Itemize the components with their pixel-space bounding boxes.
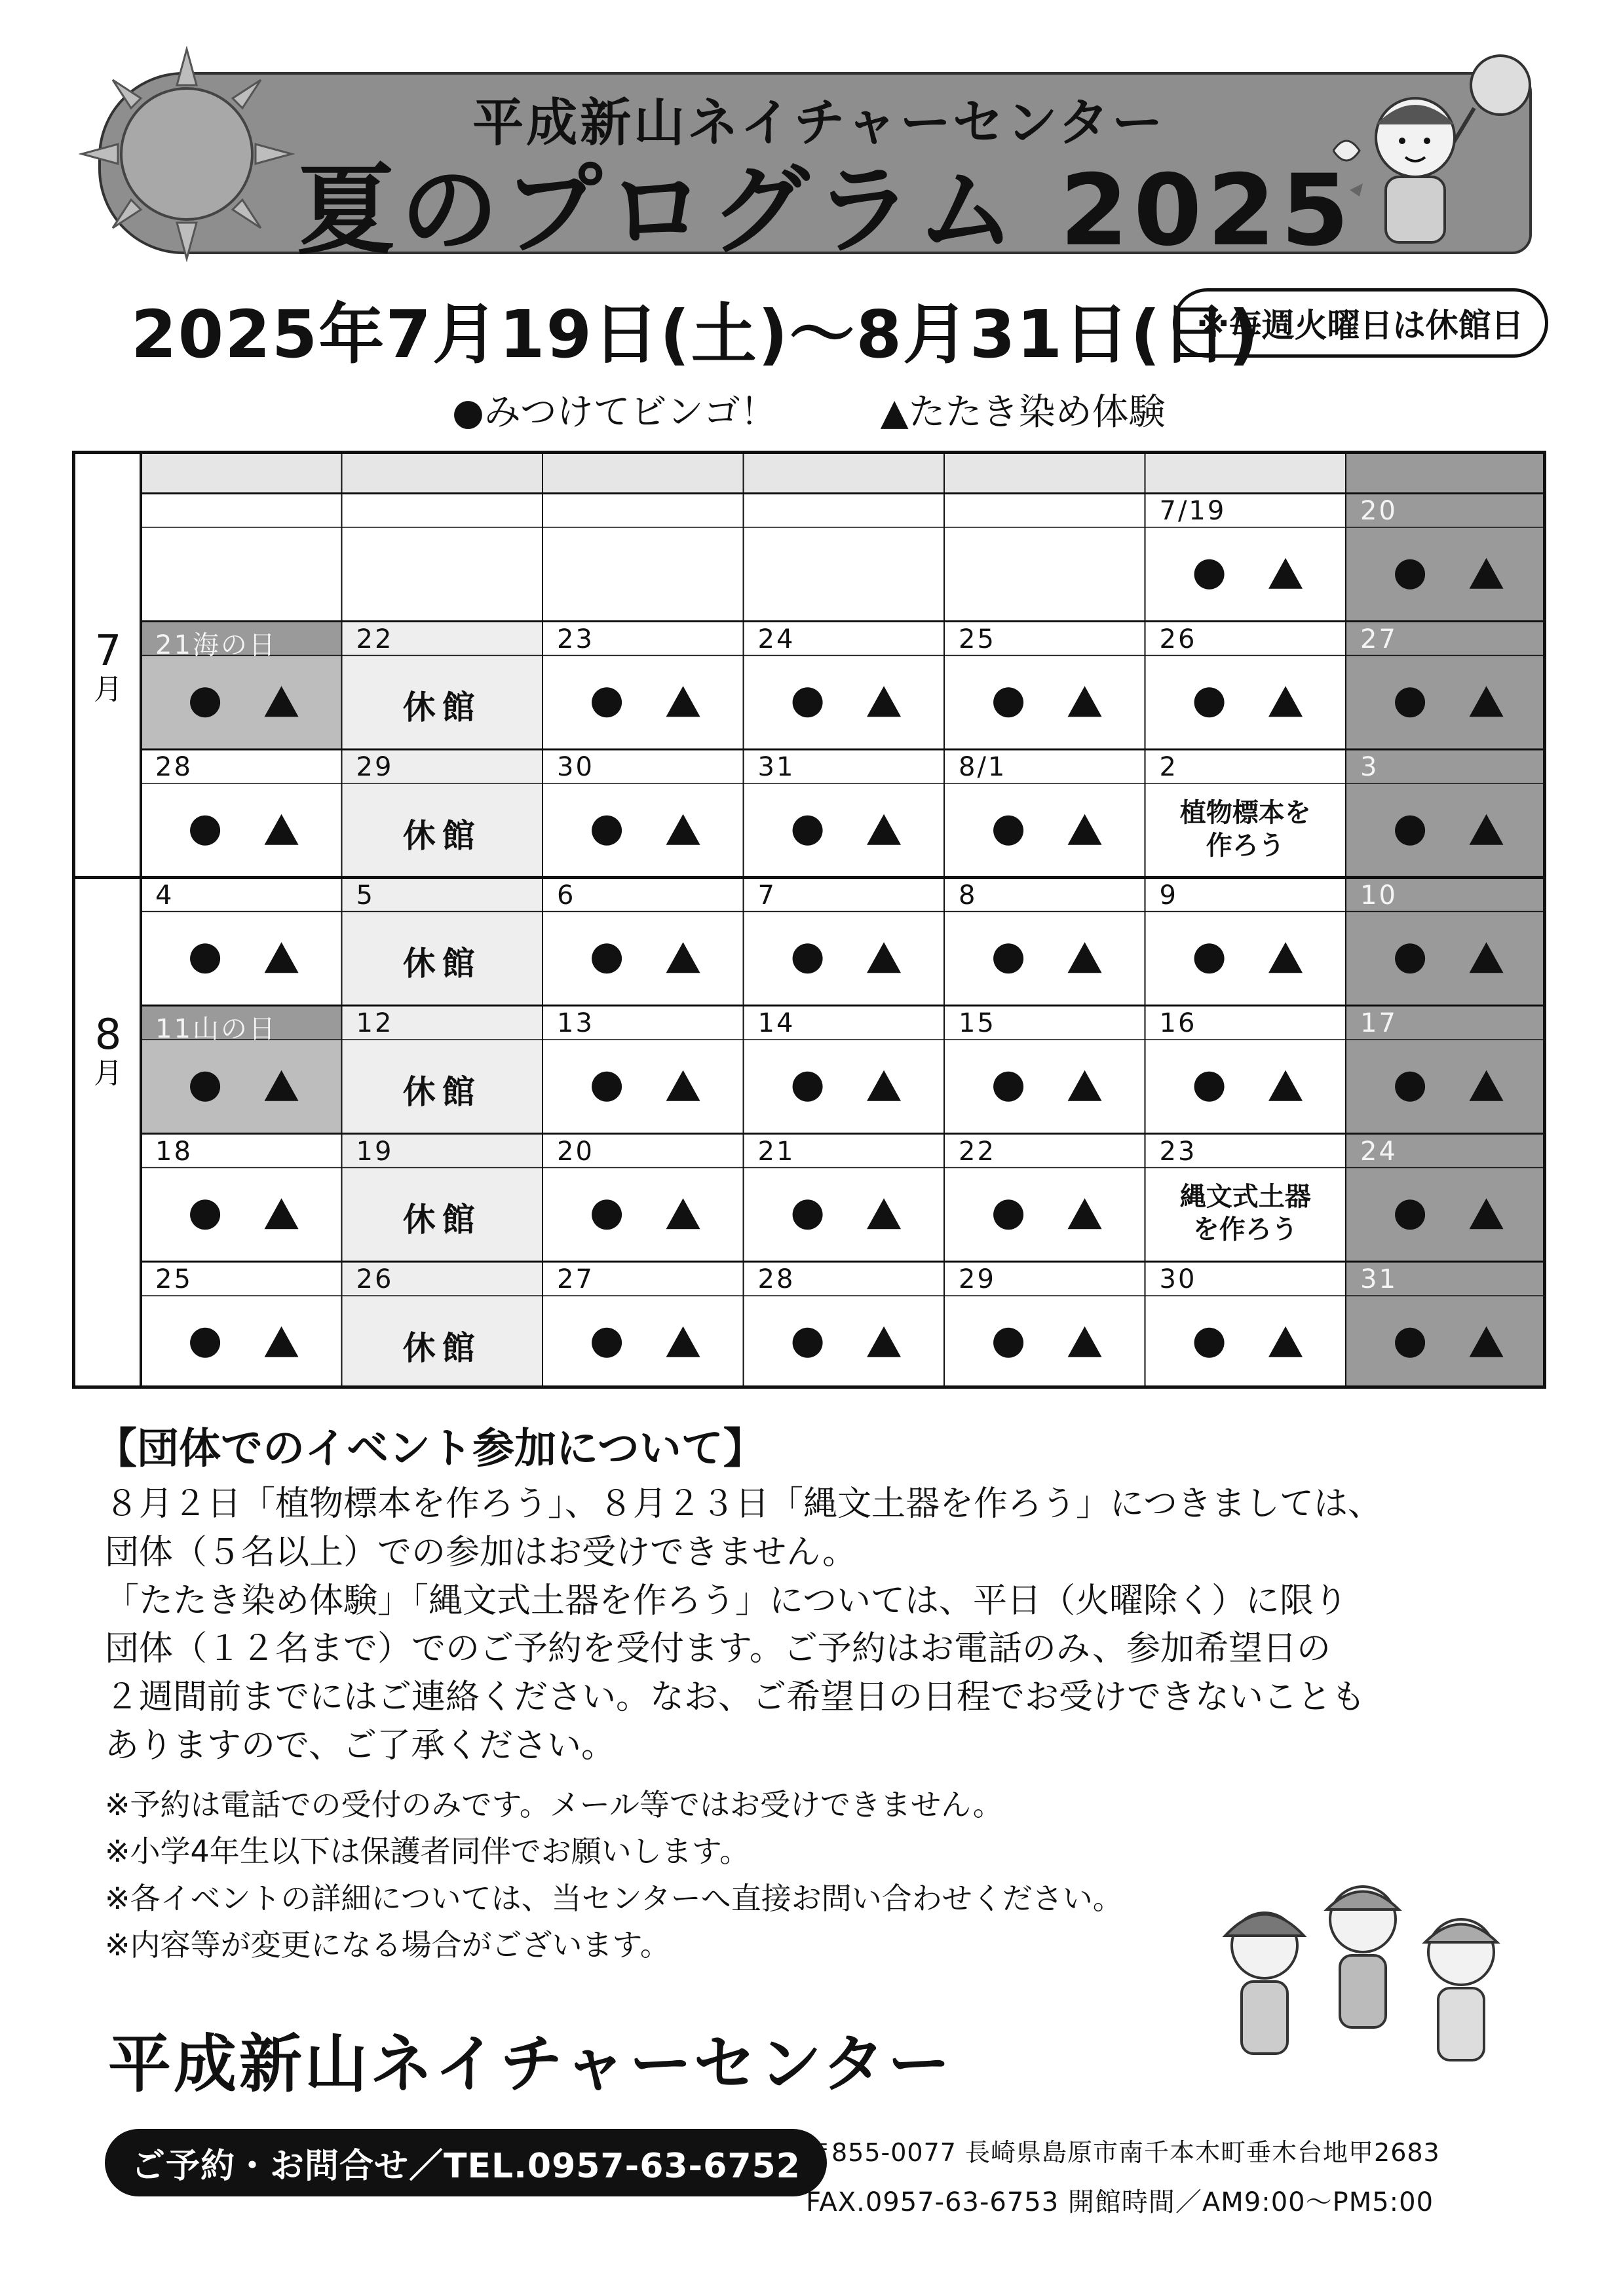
dyeing-mark	[265, 942, 299, 973]
closed-label: 休館	[402, 688, 482, 727]
day-number: 31	[757, 752, 795, 782]
group-line: ８月２日「植物標本を作ろう」、８月２３日「縄文土器を作ろう」につきましては、	[105, 1484, 1382, 1524]
day-number: 30	[1159, 1264, 1197, 1294]
bingo-mark	[993, 943, 1023, 973]
bingo-mark	[190, 1199, 220, 1230]
closed-label: 休館	[402, 1201, 482, 1239]
day-number: 29	[959, 1264, 996, 1294]
bingo-mark	[592, 1328, 622, 1358]
day-number: 29	[356, 752, 394, 782]
sunday-header-cell	[1346, 454, 1543, 493]
day-number: 28	[757, 1264, 795, 1294]
bingo-mark	[793, 1328, 823, 1358]
bingo-mark	[1395, 943, 1425, 973]
group-participation-text	[105, 1480, 1514, 1771]
group-participation-heading: 【団体でのイベント参加について】	[95, 1425, 765, 1473]
month-number: 7	[94, 626, 122, 675]
bingo-mark	[592, 1199, 622, 1230]
day-number: 7/19	[1159, 496, 1227, 526]
month-number: 8	[94, 1011, 122, 1059]
dyeing-mark	[1268, 1070, 1303, 1101]
bingo-mark	[592, 1072, 622, 1102]
closed-day-note: ※毎週火曜日は休館日	[1173, 288, 1548, 358]
day-number: 5	[356, 880, 375, 911]
note-item: ※各イベントの詳細については、当センターへ直接お問い合わせください。	[105, 1880, 1123, 1916]
bingo-mark	[993, 1072, 1023, 1102]
dyeing-mark	[1068, 1327, 1102, 1357]
dyeing-mark	[666, 1327, 700, 1357]
bingo-mark	[1395, 816, 1425, 846]
program-calendar	[72, 451, 1546, 1389]
program-date-range: 2025年7月19日(土)～8月31日(日)	[131, 296, 1260, 373]
holiday-cell-body	[141, 656, 342, 750]
day-number: 3	[1360, 752, 1379, 782]
day-number: 8/1	[959, 752, 1007, 782]
bingo-mark	[190, 943, 220, 973]
note-item: ※小学4年生以下は保護者同伴でお願いします。	[105, 1834, 750, 1870]
day-number: 20	[1360, 496, 1398, 526]
holiday-cell-body	[141, 1040, 342, 1134]
dyeing-mark	[1268, 686, 1303, 717]
day-number: 13	[557, 1008, 594, 1038]
day-number: 20	[557, 1136, 594, 1167]
day-number: 17	[1360, 1008, 1398, 1038]
bingo-mark	[1395, 687, 1425, 717]
dyeing-mark	[1068, 942, 1102, 973]
page-title: 夏のプログラム 2025	[296, 154, 1355, 268]
month-label	[79, 1012, 138, 1090]
day-number: 16	[1159, 1008, 1197, 1038]
special-event-label: 植物標本を 作ろう	[1179, 797, 1311, 861]
bingo-mark	[1395, 1072, 1425, 1102]
dyeing-mark	[867, 942, 901, 973]
day-number: 24	[1360, 1136, 1398, 1167]
bingo-mark	[592, 816, 622, 846]
dyeing-mark	[666, 686, 700, 717]
special-event-label: 縄文式土器 を作ろう	[1179, 1182, 1311, 1245]
bingo-mark	[190, 816, 220, 846]
closed-label: 休館	[402, 945, 482, 983]
group-line: 団体（１２名まで）でのご予約を受付ます。ご予約はお電話のみ、参加希望日の	[105, 1629, 1331, 1669]
contact-phone: ご予約・お問合せ／TEL.0957-63-6752	[105, 2129, 827, 2196]
dyeing-mark	[666, 1198, 700, 1229]
bingo-mark	[190, 1328, 220, 1358]
center-name-footer: 平成新山ネイチャーセンター	[108, 2027, 953, 2101]
dyeing-mark	[666, 814, 700, 845]
bingo-mark	[1194, 1328, 1225, 1358]
dyeing-mark	[1068, 1198, 1102, 1229]
address: 〒855-0077 長崎県島原市南千本木町垂木台地甲2683	[806, 2138, 1440, 2167]
bingo-mark	[793, 687, 823, 717]
bingo-mark	[993, 1199, 1023, 1230]
note-item: ※内容等が変更になる場合がございます。	[105, 1927, 670, 1963]
bingo-mark	[1194, 687, 1225, 717]
bingo-mark	[993, 687, 1023, 717]
dyeing-mark	[1268, 1327, 1303, 1357]
group-line: 「たたき染め体験」「縄文式土器を作ろう」については、平日（火曜除く）に限り	[105, 1581, 1348, 1621]
bingo-mark	[1194, 1072, 1225, 1102]
day-number: 2	[1159, 752, 1178, 782]
legend	[452, 383, 1257, 436]
bingo-mark	[993, 816, 1023, 846]
dyeing-mark	[1268, 942, 1303, 973]
day-number: 23	[557, 624, 594, 654]
sun-icon	[79, 46, 295, 262]
bingo-mark	[592, 687, 622, 717]
day-number: 30	[557, 752, 594, 782]
dyeing-mark	[265, 1198, 299, 1229]
dyeing-mark	[867, 1327, 901, 1357]
bingo-mark	[1395, 1328, 1425, 1358]
day-number: 18	[155, 1136, 193, 1167]
dyeing-mark	[265, 814, 299, 845]
bingo-mark	[1395, 1199, 1425, 1230]
bingo-mark	[1194, 559, 1225, 590]
month-label	[79, 628, 138, 706]
bingo-mark	[993, 1328, 1023, 1358]
day-number: 10	[1360, 880, 1398, 911]
legend-dyeing: ▲たたき染め体験	[880, 391, 1166, 434]
fax-and-hours: FAX.0957-63-6753 開館時間／AM9:00～PM5:00	[806, 2187, 1434, 2217]
dyeing-mark	[1268, 558, 1303, 589]
day-number: 15	[959, 1008, 996, 1038]
notes-list	[105, 1782, 1123, 1968]
weekday-header-row	[141, 454, 1543, 493]
day-number: 7	[757, 880, 776, 911]
bingo-mark	[1395, 559, 1425, 590]
bingo-mark	[190, 1072, 220, 1102]
day-number: 12	[356, 1008, 394, 1038]
closed-label: 休館	[402, 816, 482, 855]
dyeing-mark	[265, 1327, 299, 1357]
group-line: 団体（５名以上）での参加はお受けできません。	[105, 1532, 857, 1572]
day-number: 9	[1159, 880, 1178, 911]
day-number: 22	[356, 624, 394, 654]
day-number: 22	[959, 1136, 996, 1167]
closed-label: 休館	[402, 1072, 482, 1111]
day-number: 31	[1360, 1264, 1398, 1294]
closed-label: 休館	[402, 1328, 482, 1367]
day-number: 21海の日	[155, 630, 277, 660]
month-unit: 月	[94, 1057, 123, 1091]
bingo-mark	[793, 1072, 823, 1102]
day-number: 27	[1360, 624, 1398, 654]
dyeing-mark	[867, 686, 901, 717]
bingo-mark	[1194, 943, 1225, 973]
day-number: 27	[557, 1264, 594, 1294]
dyeing-mark	[1068, 814, 1102, 845]
day-number: 23	[1159, 1136, 1197, 1167]
group-line: ありますので、ご了承ください。	[105, 1726, 615, 1766]
bingo-mark	[793, 943, 823, 973]
day-number: 25	[959, 624, 996, 654]
note-item: ※予約は電話での受付のみです。メール等ではお受けできません。	[105, 1787, 1003, 1822]
bingo-mark	[793, 1199, 823, 1230]
month-unit: 月	[94, 672, 123, 706]
hiking-children-illustration	[1206, 1873, 1520, 2096]
day-number: 4	[155, 880, 174, 911]
group-line: ２週間前までにはご連絡ください。なお、ご希望日の日程でお受けできないことも	[105, 1678, 1366, 1718]
day-number: 24	[757, 624, 795, 654]
day-number: 8	[959, 880, 978, 911]
day-number: 26	[1159, 624, 1197, 654]
day-number: 14	[757, 1008, 795, 1038]
dyeing-mark	[1068, 686, 1102, 717]
dyeing-mark	[666, 942, 700, 973]
bingo-mark	[793, 816, 823, 846]
day-number: 6	[557, 880, 576, 911]
day-number: 19	[356, 1136, 394, 1167]
day-number: 26	[356, 1264, 394, 1294]
bingo-mark	[592, 943, 622, 973]
legend-bingo: ●みつけてビンゴ！	[452, 391, 777, 434]
day-number: 25	[155, 1264, 193, 1294]
dyeing-mark	[867, 1198, 901, 1229]
dyeing-mark	[867, 1070, 901, 1101]
dyeing-mark	[666, 1070, 700, 1101]
day-number: 21	[757, 1136, 795, 1167]
day-number: 28	[155, 752, 193, 782]
bingo-mark	[190, 687, 220, 717]
dyeing-mark	[1068, 1070, 1102, 1101]
center-name-subtitle: 平成新山ネイチャーセンター	[472, 94, 1166, 153]
day-number: 11山の日	[155, 1014, 277, 1044]
dyeing-mark	[867, 814, 901, 845]
